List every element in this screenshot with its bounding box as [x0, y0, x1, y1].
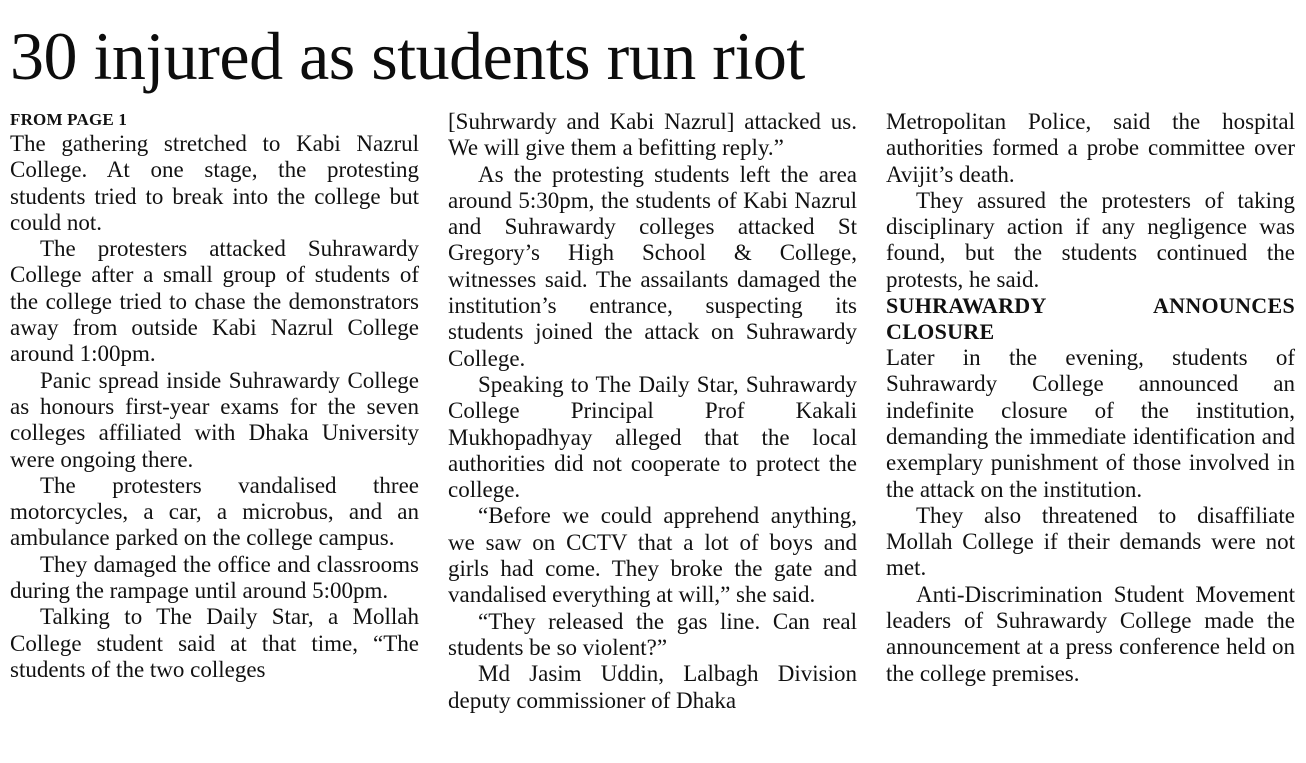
- paragraph: The gathering stretched to Kabi Nazrul College. At one stage, the protesting students tried to break into the college but could not.: [10, 131, 419, 235]
- paragraph: “Before we could apprehend anything, we saw on CCTV that a lot of boys and girls had come. They broke the gate and vandalised everything at will,” she said.: [448, 503, 857, 608]
- kicker-from-page-1: FROM PAGE 1: [10, 110, 128, 129]
- paragraph: “They released the gas line. Can real students be so violent?”: [448, 608, 857, 660]
- paragraph: Md Jasim Uddin, Lalbagh Division deputy commissioner of Dhaka: [448, 661, 857, 713]
- paragraph: Speaking to The Daily Star, Suhrawardy College Principal Prof Kakali Mukhopadhyay alleged that the local authorities did not cooperate to protect the college.: [448, 371, 857, 503]
- paragraph: Panic spread inside Suhrawardy College as honours first-year exams for the seven colleges affiliated with Dhaka University were ongoing there.: [10, 367, 419, 472]
- paragraph: The protesters vandalised three motorcycles, a car, a microbus, and an ambulance parked on the college campus.: [10, 472, 419, 551]
- paragraph: They damaged the office and classrooms during the rampage until around 5:00pm.: [10, 551, 419, 604]
- paragraph: Anti-Discrimination Student Movement leaders of Suhrawardy College made the announcement at a press conference held on the college premises.: [886, 581, 1295, 686]
- article-column-3: [886, 109, 1295, 687]
- paragraph: Later in the evening, students of Suhrawardy College announced an indefinite closure of the institution, demanding the immediate identification and exemplary punishment of those involved in the attack on the institution.: [886, 345, 1295, 502]
- headline: 30 injured as students run riot: [10, 18, 805, 94]
- article-column-1: [10, 109, 419, 683]
- paragraph: The protesters attacked Suhrawardy College after a small group of students of the college tried to chase the demonstrators away from outside Kabi Nazrul College around 1:00pm.: [10, 236, 419, 367]
- paragraph-continued: Metropolitan Police, said the hospital authorities formed a probe committee over Avijit’s death.: [886, 109, 1295, 187]
- paragraph: They also threatened to disaffiliate Mollah College if their demands were not met.: [886, 502, 1295, 581]
- paragraph: As the protesting students left the area around 5:30pm, the students of Kabi Nazrul and Suhrawardy colleges attacked St Gregory’s High School & College, witnesses said. The assailants damaged the institution’s entrance, suspecting its students joined the attack on Suhrawardy College.: [448, 161, 857, 371]
- article-column-2: [448, 109, 857, 714]
- paragraph: They assured the protesters of taking disciplinary action if any negligence was found, but the students continued the protests, he said.: [886, 187, 1295, 292]
- section-subhead: SUHRAWARDY ANNOUNCES CLOSURE: [886, 293, 1295, 345]
- paragraph: Talking to The Daily Star, a Mollah College student said at that time, “The students of the two colleges: [10, 604, 419, 682]
- paragraph-continued: [Suhrwardy and Kabi Nazrul] attacked us. We will give them a befitting reply.”: [448, 109, 857, 161]
